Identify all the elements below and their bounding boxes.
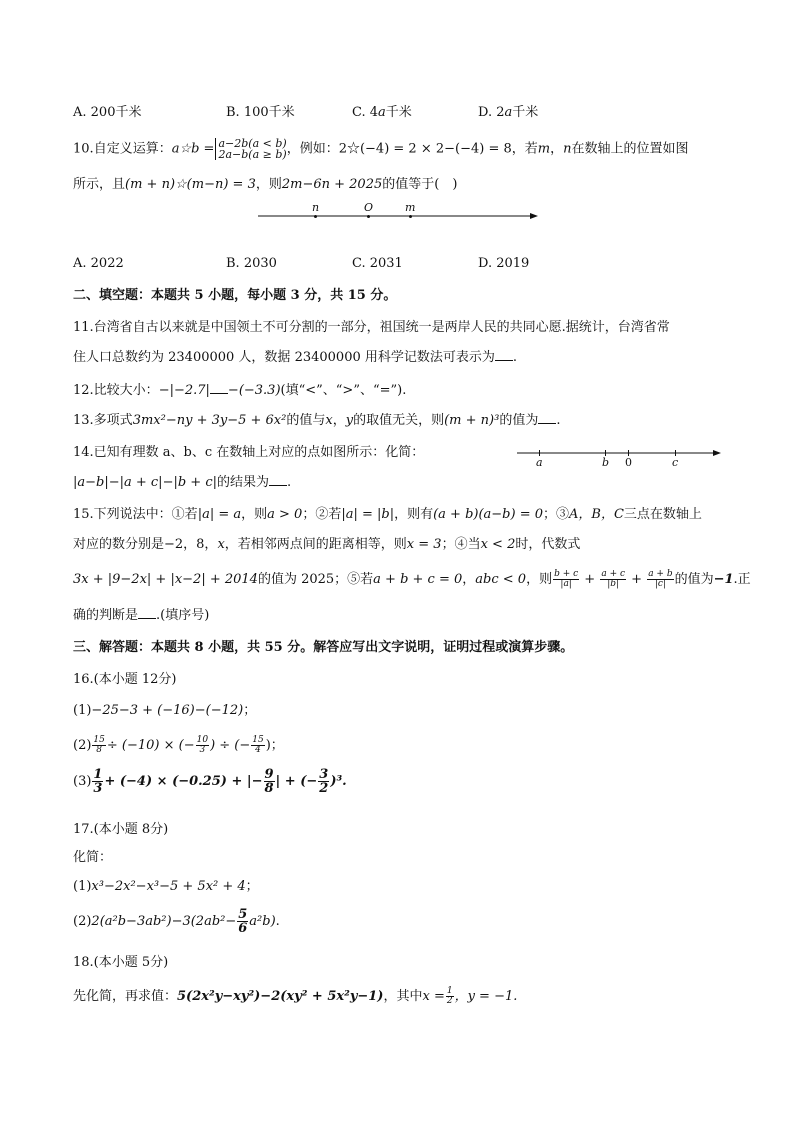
q9-option-c: C. 4a千米 bbox=[352, 105, 412, 120]
q14-answer-blank[interactable] bbox=[269, 473, 287, 486]
section-solve: 三、解答题：本题共 8 小题，共 55 分。解答应写出文字说明，证明过程或演算步骤。 bbox=[73, 640, 574, 655]
q15-answer-blank[interactable] bbox=[138, 606, 156, 619]
q16-part1: (1)−25−3 + (−16)−(−12)； bbox=[73, 703, 257, 718]
q10-point-o bbox=[367, 215, 370, 218]
q16-p3-fraction-2: $\frac{9}{8}$ bbox=[264, 767, 274, 796]
q15-line2: 对应的数分别是−2，8，x，若相邻两点间的距离相等，则x = 3；④当x < 2时，代数式 bbox=[73, 537, 581, 552]
q10-point-n bbox=[314, 215, 317, 218]
q11-line2: 住人口总数约为 23400000 人，数据 23400000 用科学记数法可表示为 . bbox=[73, 350, 518, 365]
q17-title: 17.(本小题 8分) bbox=[73, 822, 169, 837]
q10-piecewise: a−2b(a < b) 2a−b(a ≥ b) bbox=[215, 138, 286, 160]
q14-number-line bbox=[517, 444, 723, 470]
q10-label-o: O bbox=[364, 201, 374, 214]
q12: 12.比较大小：−|−2.7| −(−3.3)(填“<”、“>”、“=”). bbox=[73, 383, 407, 398]
q9-option-b: B. 100千米 bbox=[226, 105, 295, 120]
q10-option-d: D. 2019 bbox=[478, 256, 530, 271]
q13: 13.多项式3mx²−ny + 3y−5 + 6x²的值与x，y的取值无关，则(m + n)³的值为 . bbox=[73, 413, 561, 428]
q15-fraction-3: $\frac{a + b}{|c|}$ bbox=[648, 569, 673, 589]
q17-p2-fraction: $\frac{5}{6}$ bbox=[238, 907, 248, 936]
q10-axis-arrow bbox=[258, 204, 540, 224]
q14-label-a: a bbox=[536, 456, 543, 469]
q14-line2: |a−b|−|a + c|−|b + c|的结果为 . bbox=[73, 475, 292, 490]
q16-p3-fraction-3: $\frac{3}{2}$ bbox=[319, 767, 329, 796]
q15-fraction-1: $\frac{b + c}{|a|}$ bbox=[554, 569, 579, 589]
q16-p2-fraction-2: $\frac{10}{3}$ bbox=[196, 735, 209, 755]
section-fill-in: 二、填空题：本题共 5 小题，每小题 3 分，共 15 分。 bbox=[73, 288, 397, 303]
q15-line3: 3x + |9−2x| + |x−2| + 2014的值为 2025；⑤若a + b + c = 0，abc < 0，则 $\frac{b + c}{|a|}$ + $\frac{a + c}{|b|}$ + $\frac{a + b}{|c|}$ 的值为−1.正 bbox=[73, 569, 751, 589]
q10-label-m: m bbox=[405, 201, 416, 214]
q14-line1: 14.已知有理数 a、b、c 在数轴上对应的点如图所示：化简： bbox=[73, 445, 425, 460]
q14-label-0: 0 bbox=[625, 456, 632, 469]
q13-answer-blank[interactable] bbox=[538, 411, 556, 424]
q14-label-c: c bbox=[672, 456, 679, 469]
q10-line2: 所示，且(m + n)☆(m−n) = 3，则2m−6n + 2025的值等于( ) bbox=[73, 177, 458, 192]
q16-part2: (2) $\frac{15}{8}$ ÷ (−10) × (− $\frac{10}{3}$ ) ÷ (− $\frac{15}{4}$ )； bbox=[73, 735, 284, 755]
q9-option-d: D. 2a千米 bbox=[478, 105, 539, 120]
q17-sub: 化简： bbox=[73, 850, 113, 865]
q18-title: 18.(本小题 5分) bbox=[73, 955, 169, 970]
q18-body: 先化简，再求值：5(2x²y−xy²)−2(xy² + 5x²y−1)，其中x = $\frac{1}{2}$ ，y = −1. bbox=[73, 986, 518, 1006]
q16-p3-fraction-1: $\frac{1}{3}$ bbox=[93, 767, 103, 796]
q10-option-b: B. 2030 bbox=[226, 256, 277, 271]
q12-answer-blank[interactable] bbox=[210, 381, 228, 394]
q16-part3: (3) $\frac{1}{3}$ + (−4) × (−0.25) + |− $\frac{9}{8}$ | + (− $\frac{3}{2}$ )³. bbox=[73, 767, 347, 796]
q10-options bbox=[73, 255, 733, 273]
q15-line1: 15.下列说法中：①若|a| = a，则a > 0；②若|a| = |b|，则有(a + b)(a−b) = 0；③A，B，C三点在数轴上 bbox=[73, 507, 702, 522]
q15-line4: 确的判断是 .(填序号) bbox=[73, 608, 210, 623]
q10-option-a: A. 2022 bbox=[73, 256, 124, 271]
q16-p2-fraction-1: $\frac{15}{8}$ bbox=[93, 735, 105, 755]
q17-part2: (2)2(a²b−3ab²)−3(2ab²− $\frac{5}{6}$ a²b). bbox=[73, 907, 280, 936]
q10-line1: 10.自定义运算：a☆b = a−2b(a < b) 2a−b(a ≥ b) ，例如：2☆(−4) = 2 × 2−(−4) = 8，若m，n在数轴上的位置如图 bbox=[73, 137, 689, 161]
q10-label-n: n bbox=[312, 201, 320, 214]
q14-label-b: b bbox=[602, 456, 610, 469]
q10-option-c: C. 2031 bbox=[352, 256, 403, 271]
q9-options bbox=[73, 104, 733, 122]
q9-option-a: A. 200千米 bbox=[73, 105, 142, 120]
q11-line1: 11.台湾省自古以来就是中国领土不可分割的一部分，祖国统一是两岸人民的共同心愿.据统计，台湾省常 bbox=[73, 320, 670, 335]
q17-part1: (1)x³−2x²−x³−5 + 5x² + 4； bbox=[73, 879, 259, 894]
q16-p2-fraction-3: $\frac{15}{4}$ bbox=[252, 735, 264, 755]
q11-answer-blank[interactable] bbox=[495, 348, 513, 361]
q18-fraction-half: $\frac{1}{2}$ bbox=[446, 986, 453, 1006]
q16-title: 16.(本小题 12分) bbox=[73, 672, 177, 687]
q10-number-line bbox=[258, 201, 540, 224]
q14-axis-arrow bbox=[517, 444, 723, 470]
q15-fraction-2: $\frac{a + c}{|b|}$ bbox=[601, 569, 626, 589]
q10-point-m bbox=[409, 215, 412, 218]
